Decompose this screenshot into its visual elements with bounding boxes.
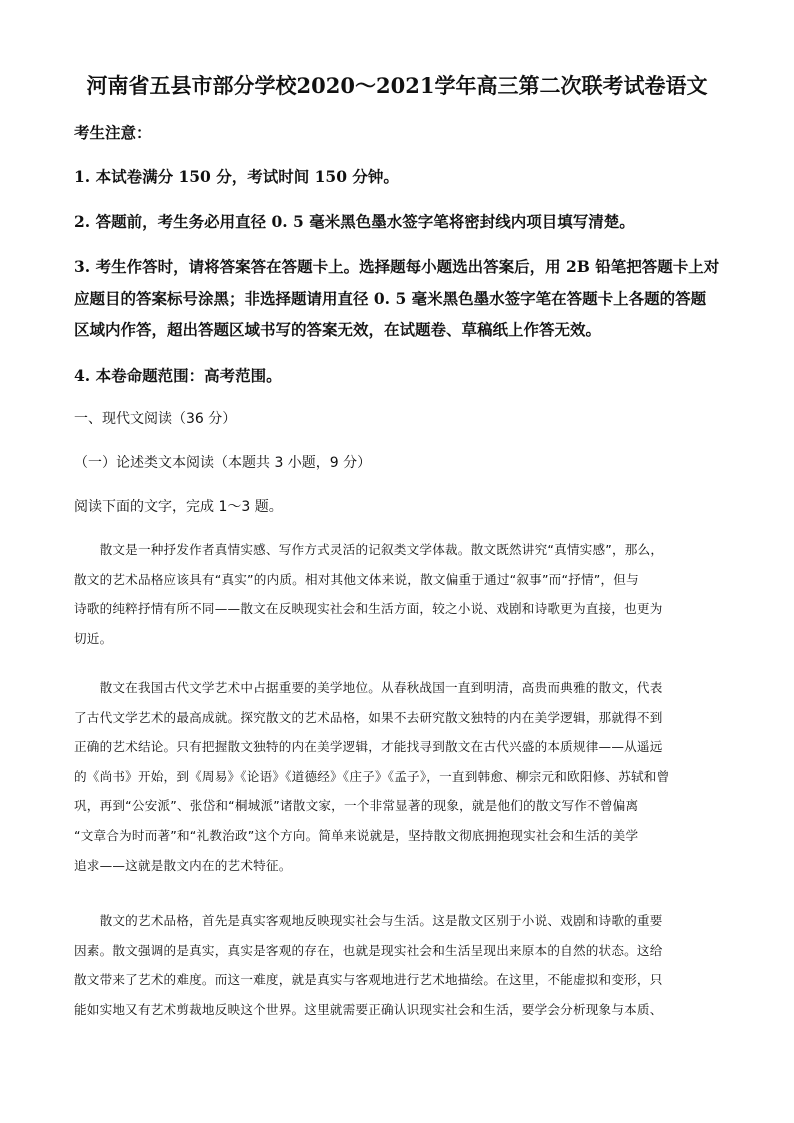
notice-item-2: 2. 答题前，考生务必用直径 0. 5 毫米黑色墨水签字笔将密封线内项目填写清楚。 [74, 212, 635, 231]
section-heading: 一、现代文阅读（36 分） [74, 411, 237, 427]
notice-item-3-line-2: 应题目的答案标号涂黑；非选择题请用直径 0. 5 毫米黑色墨水签字笔在答题卡上各题的答题 [74, 289, 707, 308]
passage-line: 巩，再到“公安派”、张岱和“桐城派”诸散文家，一个非常显著的现象，就是他们的散文写作不曾偏离 [74, 798, 639, 814]
passage-line: 追求——这就是散文内在的艺术特征。 [74, 857, 292, 873]
subsection-heading: （一）论述类文本阅读（本题共 3 小题，9 分） [74, 455, 372, 471]
passage-paragraph-3 [74, 906, 722, 1024]
passage-line: 正确的艺术结论。只有把握散文独特的内在美学逻辑，才能找寻到散文在古代兴盛的本质规律——从遥远 [74, 739, 663, 755]
passage-line: 散文在我国古代文学艺术中占据重要的美学地位。从春秋战国一直到明清，高贵而典雅的散文，代表 [74, 680, 663, 695]
passage-line: 散文的艺术品格，首先是真实客观地反映现实社会与生活。这是散文区别于小说、戏剧和诗歌的重要 [74, 913, 663, 928]
passage-line: 散文的艺术品格应该具有“真实”的内质。相对其他文体来说，散文偏重于通过“叙事”而“抒情”，但与 [74, 571, 639, 587]
passage-line: 的《尚书》开始，到《周易》《论语》《道德经》《庄子》《孟子》，一直到韩愈、柳宗元和欧阳修、苏轼和曾 [74, 768, 670, 784]
passage-line: 散文是一种抒发作者真情实感、写作方式灵活的记叙类文学体裁。散文既然讲究“真情实感”，那么， [74, 542, 664, 557]
reading-instruction: 阅读下面的文字，完成 1～3 题。 [74, 499, 283, 515]
passage-line: 散文带来了艺术的难度。而这一难度，就是真实与客观地进行艺术地描绘。在这里，不能虚拟和变形，只 [74, 972, 663, 988]
passage-line: 了古代文学艺术的最高成就。探究散文的艺术品格，如果不去研究散文独特的内在美学逻辑，那就得不到 [74, 709, 663, 725]
notice-item-4: 4. 本卷命题范围：高考范围。 [74, 366, 282, 385]
passage-line: 能如实地又有艺术剪裁地反映这个世界。这里就需要正确认识现实社会和生活，要学会分析现象与本质、 [74, 1001, 663, 1017]
passage-line: “文章合为时而著”和“礼教治政”这个方向。简单来说就是，坚持散文彻底拥抱现实社会和生活的美学 [74, 827, 639, 843]
passage-paragraph-1 [74, 535, 722, 653]
notice-item-3-line-1: 3. 考生作答时，请将答案答在答题卡上。选择题每小题选出答案后，用 2B 铅笔把答题卡上对 [74, 257, 720, 276]
notice-heading: 考生注意： [74, 123, 152, 142]
passage-paragraph-2 [74, 673, 722, 880]
passage-line: 诗歌的纯粹抒情有所不同——散文在反映现实社会和生活方面，较之小说、戏剧和诗歌更为直接，也更为 [74, 601, 663, 617]
notice-item-3-line-3: 区域内作答，超出答题区域书写的答案无效，在试题卷、草稿纸上作答无效。 [74, 320, 602, 339]
page-title: 河南省五县市部分学校2020～2021学年高三第二次联考试卷语文 [86, 73, 708, 98]
passage-line: 切近。 [74, 630, 113, 646]
passage-line: 因素。散文强调的是真实，真实是客观的存在，也就是现实社会和生活呈现出来原本的自然的状态。这给 [74, 942, 663, 958]
notice-item-1: 1. 本试卷满分 150 分，考试时间 150 分钟。 [74, 167, 399, 186]
